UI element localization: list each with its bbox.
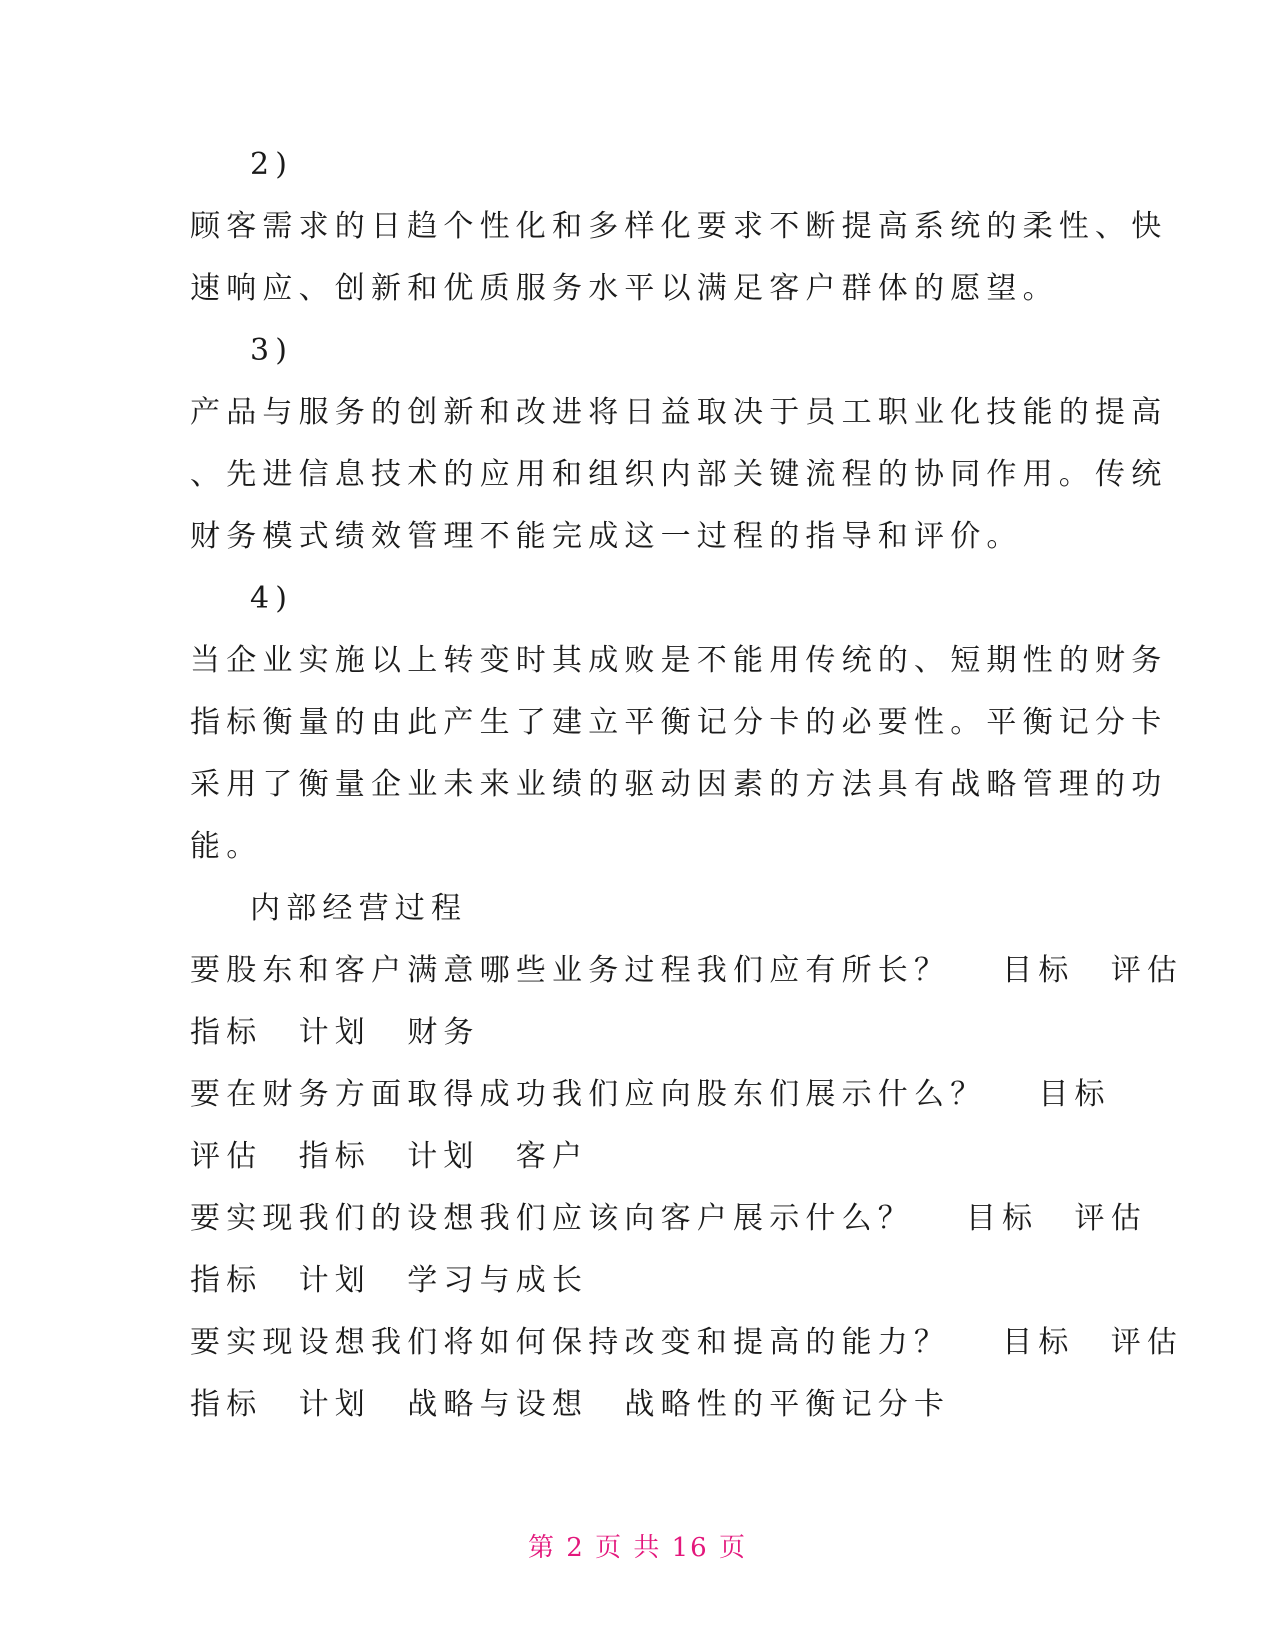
list-number-4: 4) — [250, 581, 294, 616]
page-footer: 第 2 页 共 16 页 — [528, 1533, 747, 1563]
section-heading: 内部经营过程 — [250, 891, 468, 926]
list-number-3: 3) — [250, 333, 294, 368]
paragraph-line: 顾客需求的日趋个性化和多样化要求不断提高系统的柔性、快 — [190, 209, 1168, 244]
paragraph-line: 要实现设想我们将如何保持改变和提高的能力？ 目标 评估 — [190, 1325, 1184, 1360]
paragraph-line: 能。 — [190, 829, 263, 864]
paragraph-line: 速响应、创新和优质服务水平以满足客户群体的愿望。 — [190, 271, 1059, 306]
paragraph-line: 产品与服务的创新和改进将日益取决于员工职业化技能的提高 — [190, 395, 1168, 430]
list-number-2: 2) — [250, 147, 294, 182]
paragraph-line: 当企业实施以上转变时其成败是不能用传统的、短期性的财务 — [190, 643, 1168, 678]
paragraph-line: 、先进信息技术的应用和组织内部关键流程的协同作用。传统 — [190, 457, 1168, 492]
paragraph-line: 采用了衡量企业未来业绩的驱动因素的方法具有战略管理的功 — [190, 767, 1168, 802]
paragraph-line: 指标 计划 战略与设想 战略性的平衡记分卡 — [190, 1387, 951, 1422]
paragraph-line: 指标 计划 财务 — [190, 1015, 480, 1050]
paragraph-line: 要在财务方面取得成功我们应向股东们展示什么？ 目标 — [190, 1077, 1111, 1112]
paragraph-line: 指标衡量的由此产生了建立平衡记分卡的必要性。平衡记分卡 — [190, 705, 1168, 740]
paragraph-line: 要实现我们的设想我们应该向客户展示什么？ 目标 评估 — [190, 1201, 1147, 1236]
paragraph-line: 评估 指标 计划 客户 — [190, 1139, 589, 1174]
paragraph-line: 要股东和客户满意哪些业务过程我们应有所长？ 目标 评估 — [190, 953, 1184, 988]
paragraph-line: 指标 计划 学习与成长 — [190, 1263, 589, 1298]
paragraph-line: 财务模式绩效管理不能完成这一过程的指导和评价。 — [190, 519, 1023, 554]
